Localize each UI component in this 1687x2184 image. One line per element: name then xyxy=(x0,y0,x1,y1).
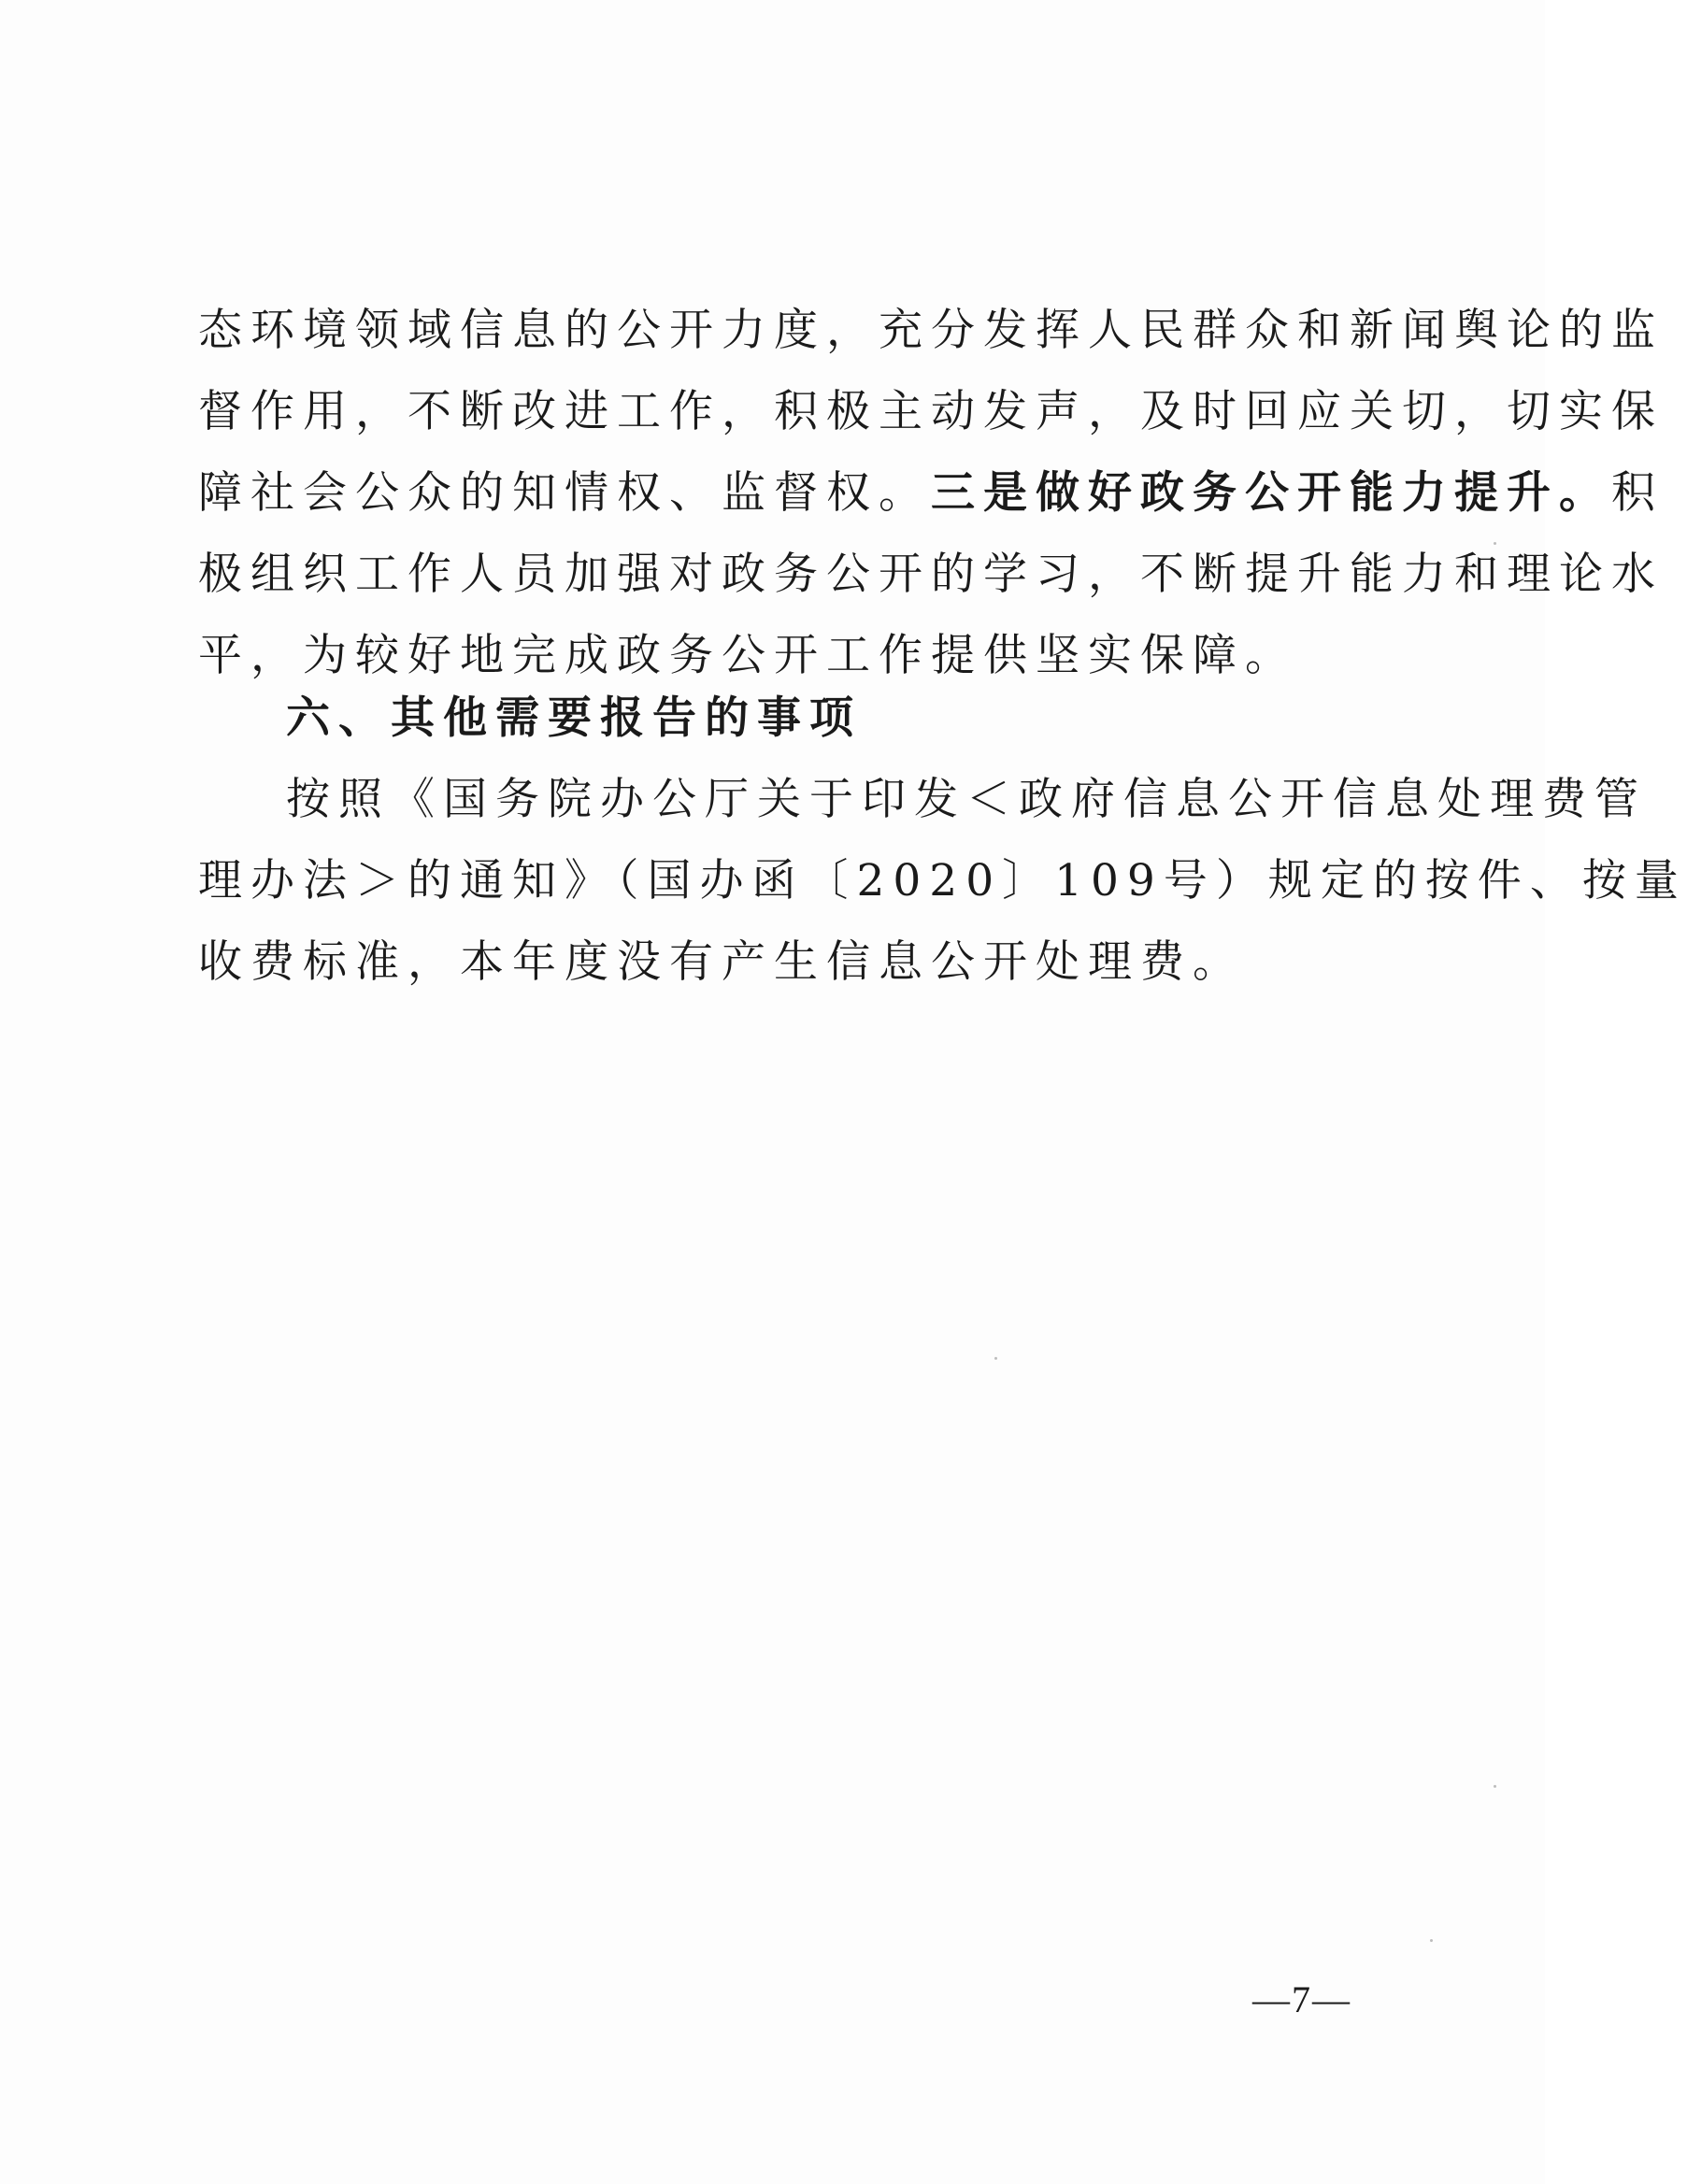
text-line: 态环境领域信息的公开力度，充分发挥人民群众和新闻舆论的监 xyxy=(198,305,1664,356)
text-line: 督作用，不断改进工作，积极主动发声，及时回应关切，切实保 xyxy=(198,386,1664,437)
paragraph-continued xyxy=(198,290,1664,696)
scan-speck xyxy=(994,1357,997,1360)
text-line: 理办法＞的通知》（国办函〔2020〕109号）规定的按件、按量 xyxy=(198,855,1687,906)
scan-speck xyxy=(1494,542,1496,545)
text-line: 平，为较好地完成政务公开工作提供坚实保障。 xyxy=(198,630,1297,681)
page-number: —7— xyxy=(1252,1978,1351,2020)
text-line xyxy=(198,452,1664,534)
section-six-heading: 六、其他需要报告的事项 xyxy=(286,692,862,744)
text-line: 极组织工作人员加强对政务公开的学习，不断提升能力和理论水 xyxy=(198,549,1664,600)
section-six-paragraph xyxy=(198,759,1687,1003)
scan-speck xyxy=(1494,1785,1496,1788)
text-segment: 障社会公众的知情权、监督权。 xyxy=(198,467,931,519)
section-heading xyxy=(198,678,1357,759)
text-line: 按照《国务院办公厅关于印发＜政府信息公开信息处理费管 xyxy=(286,774,1647,825)
text-segment: 积 xyxy=(1611,467,1664,519)
text-line: 收费标准，本年度没有产生信息公开处理费。 xyxy=(198,936,1245,988)
bold-phrase: 三是做好政务公开能力提升。 xyxy=(931,467,1611,519)
scan-speck xyxy=(1430,1939,1433,1942)
